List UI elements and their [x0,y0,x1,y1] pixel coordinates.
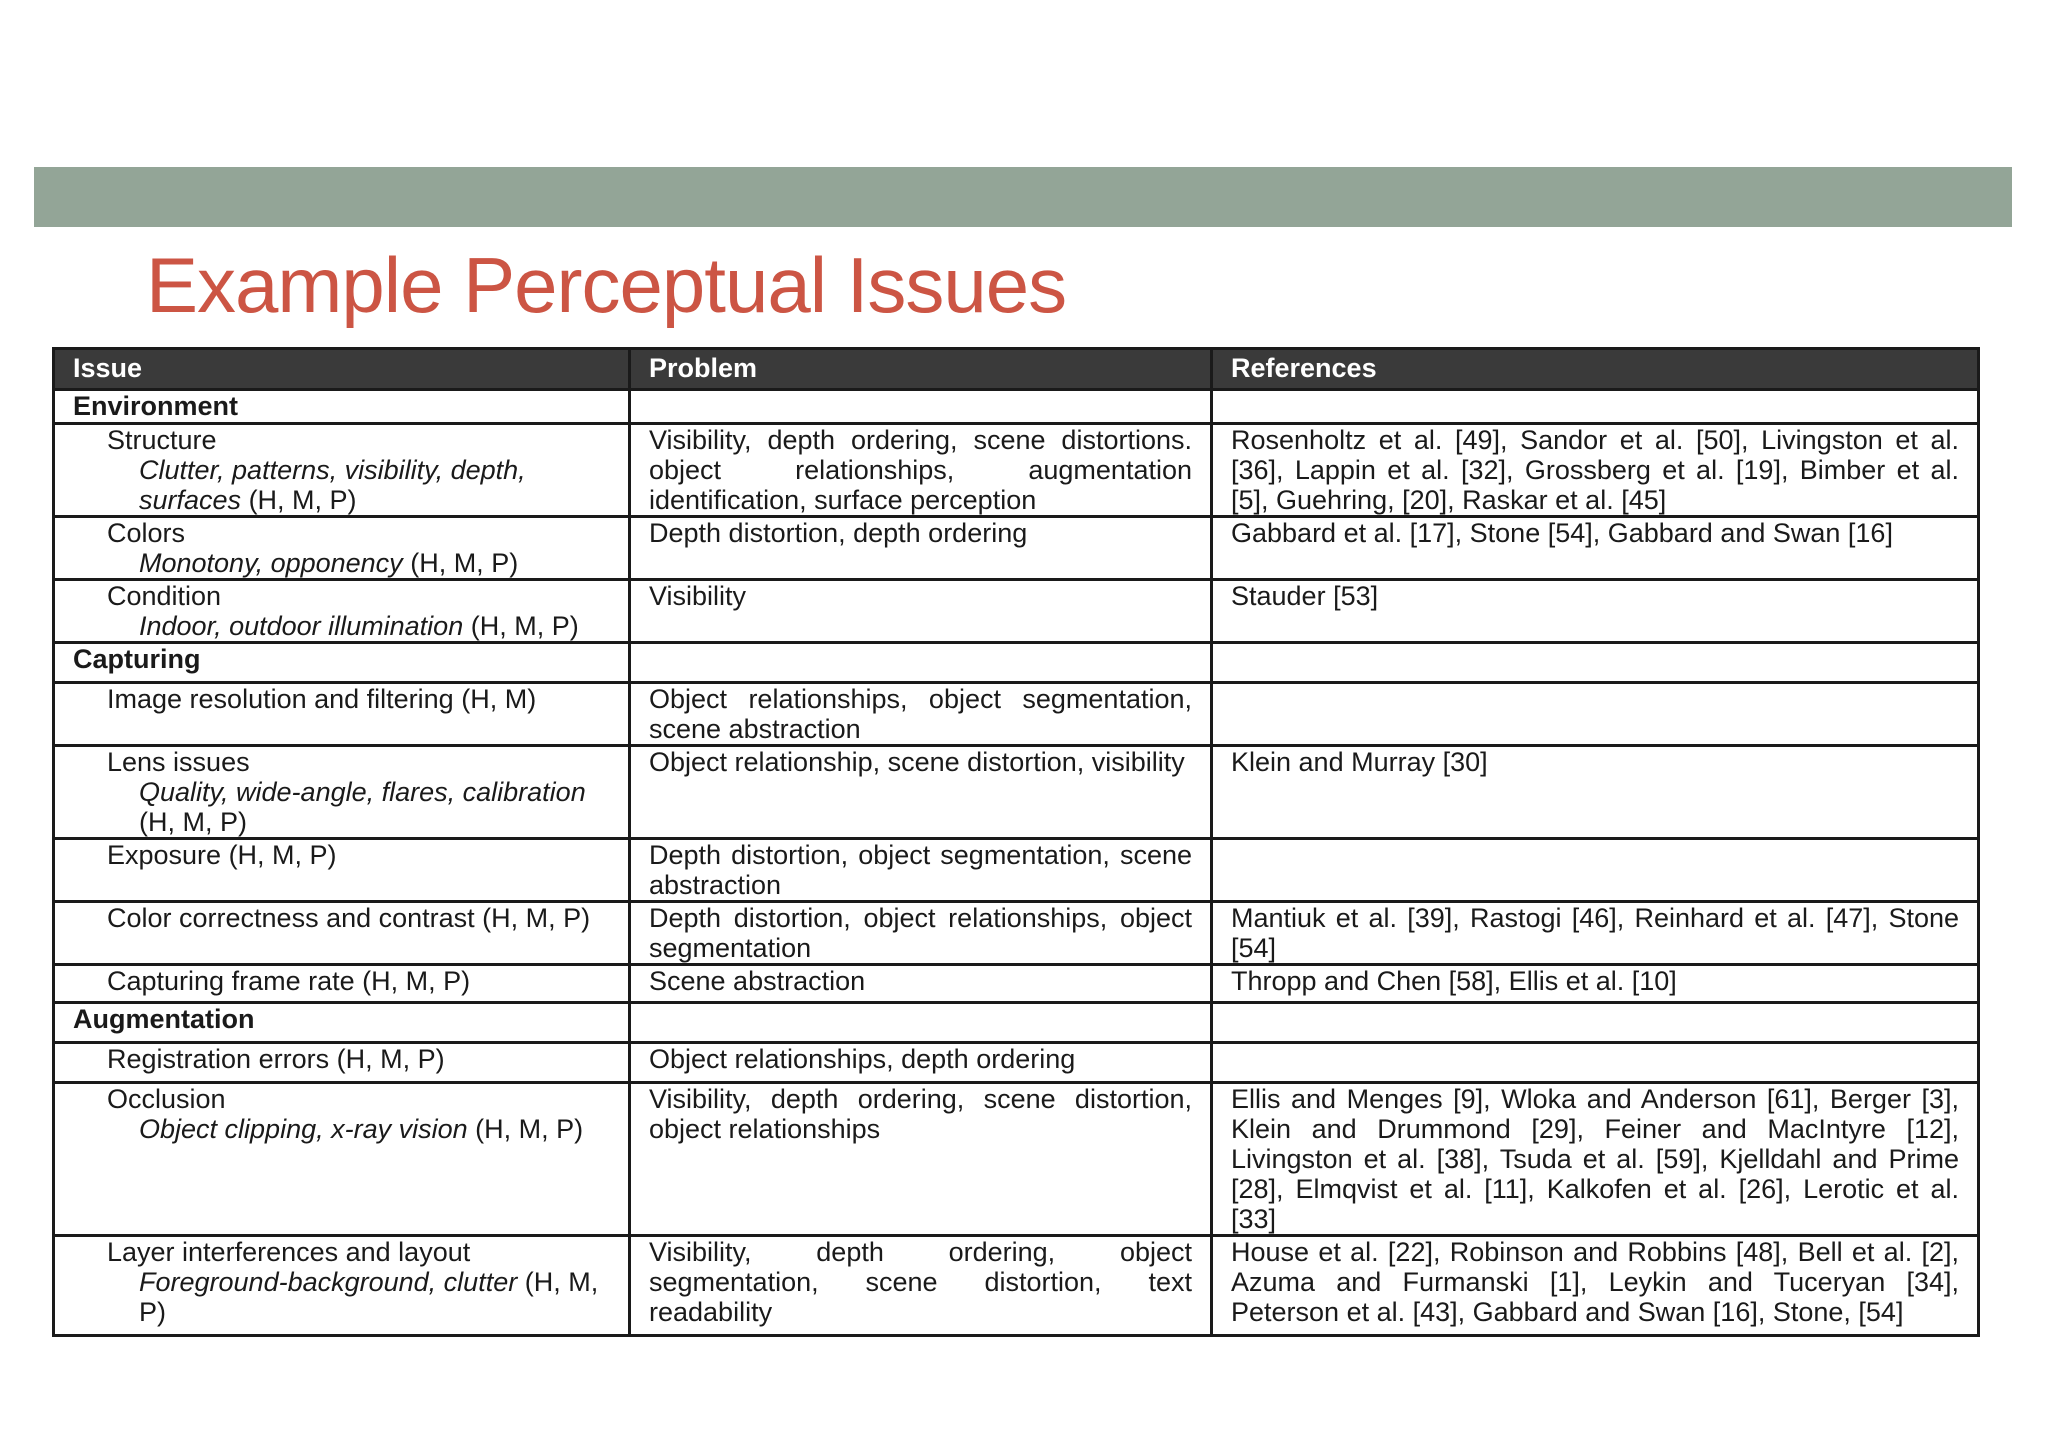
header-issue: Issue [54,349,630,390]
references-cell: Gabbard et al. [17], Stone [54], Gabbard and Swan [16] [1212,517,1979,580]
problem-cell: Visibility, depth ordering, scene distortions. object relationships, augmentation identification, surface perception [630,424,1212,517]
references-cell: House et al. [22], Robinson and Robbins [48], Bell et al. [2], Azuma and Furmanski [1], Leykin and Tuceryan [34], Peterson et al. [43], Gabbard and Swan [16], Stone, [54] [1212,1236,1979,1336]
group-row [54,390,1979,424]
references-cell: Ellis and Menges [9], Wloka and Anderson [61], Berger [3], Klein and Drummond [29], Feiner and MacIntyre [12], Livingston et al. [38], Tsuda et al. [59], Kjelldahl and Prime [28], Elmqvist et al. [11], Kalkofen et al. [26], Lerotic et al. [33] [1212,1083,1979,1236]
problem-cell: Depth distortion, depth ordering [630,517,1212,580]
empty-cell [630,643,1212,683]
issue-name: Layer interferences and layout [107,1237,471,1267]
group-environment: Environment [54,390,630,424]
problem-cell: Object relationships, depth ordering [630,1043,1212,1083]
subtype-text: Clutter, patterns, visibility, depth, surfaces [139,455,526,515]
table-row [54,839,1979,902]
issue-subtypes [107,1267,616,1327]
table-header-row [54,349,1979,390]
references-cell: Thropp and Chen [58], Ellis et al. [10] [1212,965,1979,1003]
references-cell [1212,1043,1979,1083]
subtype-tag: (H, M, P) [475,1114,584,1144]
issue-name: Structure [107,425,217,455]
issue-cell [54,1236,630,1336]
references-cell [1212,683,1979,746]
slide-title: Example Perceptual Issues [146,241,1067,329]
table-row [54,683,1979,746]
group-row [54,1003,1979,1043]
subtype-tag: (H, M, P) [410,548,519,578]
header-references: References [1212,349,1979,390]
problem-cell: Object relationships, object segmentation, scene abstraction [630,683,1212,746]
issue-name: Condition [107,581,222,611]
issues-table-container [52,347,1977,1327]
subtype-text: Foreground-background, clutter [139,1267,518,1297]
problem-cell: Scene abstraction [630,965,1212,1003]
issue-cell [54,1083,630,1236]
issue-subtypes [107,548,616,578]
issue-cell [54,902,630,965]
subtype-text: Monotony, opponency [139,548,403,578]
problem-cell: Depth distortion, object segmentation, scene abstraction [630,839,1212,902]
issue-name: Color correctness and contrast (H, M, P) [107,903,591,933]
issue-name: Lens issues [107,747,250,777]
issue-name: Registration errors (H, M, P) [107,1044,445,1074]
problem-cell: Depth distortion, object relationships, object segmentation [630,902,1212,965]
empty-cell [630,1003,1212,1043]
issue-cell [54,1043,630,1083]
issue-cell [54,517,630,580]
issue-subtypes [107,777,616,837]
issue-name: Occlusion [107,1084,226,1114]
empty-cell [1212,390,1979,424]
references-cell: Mantiuk et al. [39], Rastogi [46], Reinhard et al. [47], Stone [54] [1212,902,1979,965]
subtype-text: Quality, wide-angle, flares, calibration [139,777,586,807]
references-cell: Klein and Murray [30] [1212,746,1979,839]
subtype-text: Indoor, outdoor illumination [139,611,464,641]
problem-cell: Visibility, depth ordering, scene distortion, object relationships [630,1083,1212,1236]
empty-cell [1212,1003,1979,1043]
subtype-tag: (H, M, P) [139,1267,599,1327]
problem-cell: Object relationship, scene distortion, visibility [630,746,1212,839]
issue-name: Image resolution and filtering (H, M) [107,684,537,714]
header-band [34,167,2012,227]
table-row [54,1043,1979,1083]
group-row [54,643,1979,683]
table-row [54,902,1979,965]
issue-subtypes [107,1114,616,1144]
table-row [54,965,1979,1003]
subtype-tag: (H, M, P) [470,611,579,641]
issue-cell [54,424,630,517]
table-row [54,424,1979,517]
issue-subtypes [107,611,616,641]
issue-name: Exposure (H, M, P) [107,840,337,870]
subtype-tag: (H, M, P) [139,807,247,837]
problem-cell: Visibility, depth ordering, object segmentation, scene distortion, text readability [630,1236,1212,1336]
table-row [54,1236,1979,1336]
subtype-tag: (H, M, P) [248,485,357,515]
problem-cell: Visibility [630,580,1212,643]
table-row [54,517,1979,580]
issue-cell [54,580,630,643]
empty-cell [630,390,1212,424]
issue-cell [54,965,630,1003]
table-row [54,580,1979,643]
references-cell: Rosenholtz et al. [49], Sandor et al. [50], Livingston et al. [36], Lappin et al. [32], Grossberg et al. [19], Bimber et al. [5], Guehring, [20], Raskar et al. [45] [1212,424,1979,517]
group-augmentation: Augmentation [54,1003,630,1043]
references-cell [1212,839,1979,902]
issues-table [52,347,1980,1337]
table-row [54,746,1979,839]
issue-cell [54,746,630,839]
issue-name: Colors [107,518,186,548]
subtype-text: Object clipping, x-ray vision [139,1114,468,1144]
table-row [54,1083,1979,1236]
issue-cell [54,683,630,746]
group-capturing: Capturing [54,643,630,683]
references-cell: Stauder [53] [1212,580,1979,643]
issue-subtypes [107,455,616,515]
empty-cell [1212,643,1979,683]
header-problem: Problem [630,349,1212,390]
issue-cell [54,839,630,902]
issue-name: Capturing frame rate (H, M, P) [107,966,471,996]
